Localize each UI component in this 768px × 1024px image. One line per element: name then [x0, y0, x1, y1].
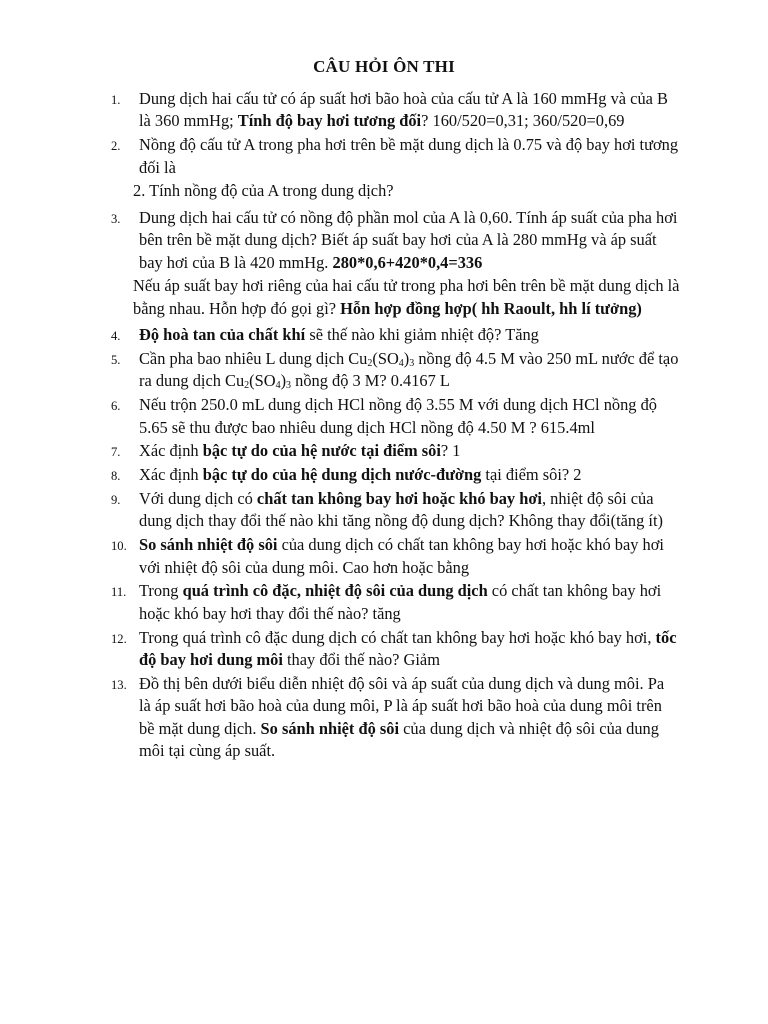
question-list: [105, 88, 680, 764]
question-1: [105, 88, 680, 133]
question-text: Cần pha bao nhiêu L dung dịch Cu: [139, 349, 368, 369]
question-bold-text: bậc tự do của hệ dung dịch nước-đường: [202, 465, 482, 485]
question-8: [105, 464, 680, 486]
question-answer: có chất tan không bay hơi hoặc khó bay hơi thay đổi thế nào? tăng: [139, 581, 662, 623]
question-text: Dung dịch hai cấu tử có nồng độ phần mol của A là 0,60. Tính áp suất của pha hơi bên trên bề mặt dung dịch? Biết áp suất bay hơi của A là 280 mmHg và áp suất bay hơi của B là 420 mmHg.: [139, 207, 678, 272]
question-bold-text: quá trình cô đặc, nhiệt độ sôi của dung dịch: [182, 581, 488, 601]
question-3-followup: [105, 275, 680, 320]
question-2-continuation: 2. Tính nồng độ của A trong dung dịch?: [133, 181, 394, 201]
question-number: 5.: [111, 353, 121, 368]
question-number: 11.: [111, 585, 127, 600]
question-text: Xác định: [139, 441, 203, 461]
question-bold-text: So sánh nhiệt độ sôi: [139, 535, 278, 555]
question-answer: nồng độ 3 M? 0.4167 L: [291, 371, 450, 391]
followup-text: Nếu áp suất bay hơi riêng của hai cấu tử trong pha hơi bên trên bề mặt dung dịch là bằng nhau. Hỗn hợp đó gọi gì?: [133, 276, 680, 318]
question-text: Trong quá trình cô đặc dung dịch có chất tan không bay hơi hoặc khó bay hơi,: [139, 627, 656, 647]
question-text: của dung dịch có chất tan không bay hơi hoặc khó bay hơi với nhiệt độ sôi của dung môi. Cao hơn hoặc bằng: [139, 535, 664, 577]
question-number: 2.: [111, 139, 121, 154]
question-bold-text: Tính độ bay hơi tương đối: [237, 111, 422, 131]
question-number: 10.: [111, 539, 127, 554]
question-10: [105, 534, 680, 579]
question-answer: 280*0,6+420*0,4=336: [332, 252, 483, 272]
question-bold-text: tốc độ bay hơi dung môi: [139, 627, 677, 670]
question-bold-text: Độ hoà tan của chất khí: [139, 325, 306, 345]
question-answer: ? 1: [440, 441, 461, 461]
question-bold-text: bậc tự do của hệ nước tại điểm sôi: [202, 441, 441, 461]
question-text: Nếu trộn 250.0 mL dung dịch HCl nồng độ 3.55 M với dung dịch HCl nồng độ 5.65 sẽ thu được bao nhiêu dung dịch HCl nồng độ 4.50 M ? 615.4ml: [139, 395, 657, 437]
question-number: 6.: [111, 399, 121, 414]
question-5: [105, 348, 680, 393]
subscript: 4: [275, 380, 281, 392]
question-12: [105, 627, 680, 672]
page-title: CÂU HỎI ÔN THI: [313, 57, 455, 76]
question-text: ): [280, 371, 287, 391]
question-7: [105, 440, 680, 462]
question-answer: ? 160/520=0,31; 360/520=0,69: [421, 111, 625, 131]
question-answer: , nhiệt độ sôi của dung dịch thay đổi thế nào khi tăng nồng độ dung dịch? Không thay đổi(tăng ít): [139, 489, 663, 531]
question-bold-text: chất tan không bay hơi hoặc khó bay hơi: [256, 489, 542, 509]
question-text: ): [403, 349, 410, 369]
question-3: [105, 207, 680, 274]
question-number: 7.: [111, 445, 121, 460]
subscript: 2: [244, 380, 250, 392]
question-text: Với dung dịch có: [139, 489, 257, 509]
question-9: [105, 488, 680, 533]
question-answer: tại điểm sôi? 2: [481, 465, 582, 485]
subscript: 4: [398, 358, 404, 370]
question-number: 4.: [111, 329, 121, 344]
subscript: 3: [286, 380, 292, 392]
question-number: 8.: [111, 469, 121, 484]
question-text: (SO: [249, 371, 276, 391]
question-number: 1.: [111, 93, 121, 107]
question-number: 3.: [111, 211, 121, 226]
question-text: Xác định: [139, 465, 203, 485]
question-4: [105, 324, 680, 346]
question-number: 12.: [111, 631, 127, 646]
question-text: sẽ thế nào khi giảm nhiệt độ? Tăng: [305, 325, 539, 345]
question-answer: thay đổi thế nào? Giảm: [282, 650, 440, 670]
question-number: 9.: [111, 493, 121, 508]
question-13: [105, 673, 680, 763]
followup-answer: Hỗn hợp đồng hợp( hh Raoult, hh lí tưởng): [340, 298, 642, 318]
question-2: [105, 134, 680, 179]
question-11: [105, 580, 680, 625]
question-text: (SO: [372, 349, 399, 369]
question-text: nồng độ 4.5 M vào 250 mL nước để tạo ra dung dịch Cu: [139, 349, 679, 391]
question-6: [105, 394, 680, 439]
question-text: Dung dịch hai cấu tử có áp suất hơi bão hoà của cấu tử A là 160 mmHg và của B là 360 mmHg;: [139, 89, 668, 131]
question-text: Trong: [139, 581, 183, 601]
subscript: 3: [409, 358, 415, 370]
question-text: Đồ thị bên dưới biểu diễn nhiệt độ sôi và áp suất của dung dịch và dung môi. Pa là áp suất hơi bão hoà của dung môi, P là áp suất hơi bão hoà của dung môi trên bề mặt dung dịch.: [139, 673, 665, 738]
subscript: 2: [367, 358, 373, 370]
question-bold-text: So sánh nhiệt độ sôi: [260, 718, 400, 738]
question-text: của dung dịch và nhiệt độ sôi của dung môi tại cùng áp suất.: [139, 718, 659, 761]
question-number: 13.: [111, 677, 127, 692]
question-text: Nồng độ cấu tử A trong pha hơi trên bề mặt dung dịch là 0.75 và độ bay hơi tương đối là: [139, 135, 679, 177]
